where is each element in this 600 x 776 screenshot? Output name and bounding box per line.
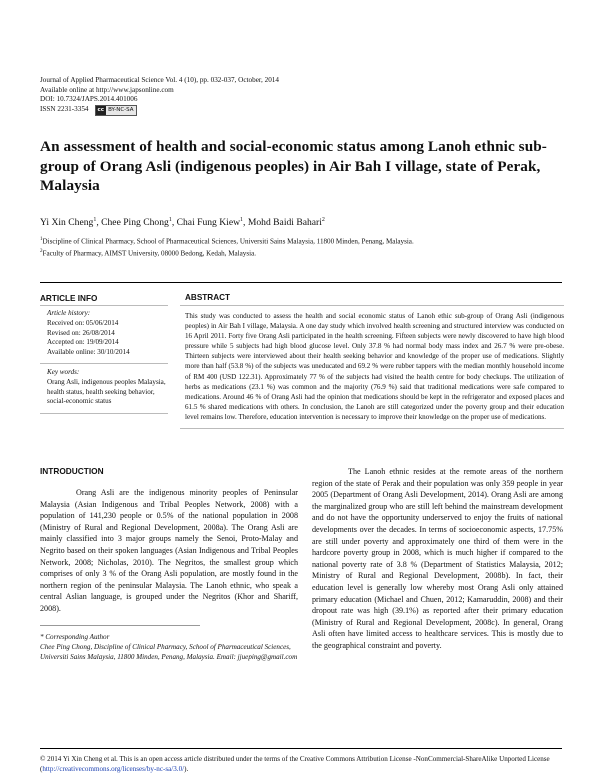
author-list (40, 217, 325, 228)
author-2: Chee Ping Chong$^1$, (101, 217, 177, 229)
received-date: Received on: 05/06/2014 (47, 318, 119, 327)
keywords-label: Key words: (47, 367, 80, 376)
affiliations (40, 235, 414, 259)
issn-row (40, 105, 279, 116)
introduction-heading: INTRODUCTION (40, 466, 104, 476)
license-statement (40, 755, 565, 774)
license-suffix: ). (184, 764, 189, 773)
article-info-heading: ARTICLE INFO (40, 294, 98, 303)
article-history (40, 306, 168, 364)
body-column-right (312, 466, 563, 652)
available-online-line: Available online at http://www.japsonline.com (40, 85, 174, 94)
license-divider (40, 748, 562, 749)
journal-header (40, 76, 279, 116)
author-1: Yi Xin Cheng$^1$, (40, 217, 102, 229)
affiliation-1: $^1$Discipline of Clinical Pharmacy, School of Pharmaceutical Sciences, Universiti Sains Malaysia, 11800 Minden, Penang, Malaysia. (40, 237, 414, 246)
history-label: Article history: (47, 309, 91, 317)
footnote-divider (40, 625, 200, 626)
divider (40, 282, 562, 283)
keywords-text: Orang Asli, indigenous peoples Malaysia, health status, health seeking behavior, social-economic status (47, 377, 166, 406)
abstract-text: This study was conducted to assess the health and social economic status of Lanoh ethic sub-group of Orang Asli (indigenous peoples) in Air Bah I village, Malaysia. A one day study which involved health screening and structured interview was conducted on 16 April 2011. Forty five Orang Asli participated in the health screening. Fifteen subjects were newly discovered to have high blood pressure while 5 subjects had high blood glucose level. Only 37.8 % had normal body mass index and 26.7 % were pre-obese. Thirteen subjects were interviewed about their health seeking behavior and knowledge of the proper use of medications. Slightly more than half (53.8 %) of the subjects was uneducated and 69.2 % were rubber tappers with the median monthly household income of RM 400 (USD 122.31). Approximately 77 % of the subjects had visited the health centre for body checkups. The utilization of herbs as medications (23.1 %) was common and the majority (76.9 %) said that traditional medications were safe compared to medications. Around 46 % of Orang Asli had the opinion that medications should be kept in the refrigerator and exposed places and 61.5 % shared medications with others. In conclusion, the Lanoh are still categorized under the poverty group and their education level remains low. Therefore, education intervention is necessary to improve their knowledge on the proper use of medications. (185, 312, 564, 421)
article-title: An assessment of health and social-economic status among Lanoh ethnic sub-group of Orang Asli (indigenous peoples) in Air Bah I village, state of Perak, Malaysia (40, 138, 547, 194)
abstract-heading: ABSTRACT (185, 293, 231, 302)
body-column-left (40, 487, 298, 615)
footnote-label: * Corresponding Author (40, 633, 110, 641)
doi-line: DOI: 10.7324/JAPS.2014.401006 (40, 95, 138, 104)
accepted-date: Accepted on: 19/09/2014 (47, 338, 119, 347)
cc-badge-terms: BY-NC-SA (108, 106, 134, 113)
revised-date: Revised on: 26/08/2014 (47, 328, 115, 337)
affiliation-2: $^2$Faculty of Pharmacy, AIMST University, 08000 Bedong, Kedah, Malaysia. (40, 248, 257, 258)
corresponding-author-footnote (40, 632, 298, 662)
available-date: Available online: 30/10/2014 (47, 348, 130, 357)
license-text: © 2014 Yi Xin Cheng et al. This is an open access article distributed under the terms of the Creative Commons Attribution License -NonCommercial-ShareAlike Unported License ( (40, 755, 550, 773)
keywords (40, 364, 168, 413)
footnote-text: Chee Ping Chong, Discipline of Clinical Pharmacy, School of Pharmaceutical Sciences, Universiti Sains Malaysia, 11800 Minden, Penang, Malaysia. Email: jjueping@gmail.com (40, 643, 298, 661)
author-3: Chai Fung Kiew$^1$, (176, 217, 248, 229)
article-info-box (40, 305, 168, 414)
abstract-box (180, 305, 564, 429)
intro-paragraph-1: Orang Asli are the indigenous minority peoples of Peninsular Malaysia (Asian Indigenous and Tribal Peoples Network, 2008) with a population of 141,230 people or 0.5% of the national population in 2008 (Ministry of Rural and Regional Development, 2008a). The Orang Asli are mainly classified into 3 major groups namely the Senoi, Proto-Malay and Negrito based on their spoken languages (Asian Indigenous and Tribal Peoples Network, 2008; Nicholas, 2010). The Negritos, the smallest group which comprises of only 3 % of the Orang Asli population, are mostly found in the northern region of the peninsular Malaysia. The Lanoh ethnic, who speak a central Aslian language, is grouped under the Negritos (Khor and Shariff, 2008). (40, 488, 298, 613)
issn-text: ISSN 2231-3354 (40, 105, 89, 114)
author-4: Mohd Baidi Bahari$^2$ (247, 217, 325, 229)
cc-license-badge-icon[interactable] (95, 105, 137, 116)
cc-badge-logo: cc (97, 106, 105, 113)
journal-line: Journal of Applied Pharmaceutical Science Vol. 4 (10), pp. 032-037, October, 2014 (40, 76, 279, 84)
license-link[interactable]: http://creativecommons.org/licenses/by-nc-sa/3.0/ (42, 764, 185, 773)
intro-paragraph-2: The Lanoh ethnic resides at the remote areas of the northern region of the state of Perak and their population was only 359 people in year 2005 (Department of Orang Asli Development, 2014). Orang Asli are among the marginalized group who are still left behind the mainstream development and do not have the opportunity underserved to enjoy the fruits of national developments over the decades. In terms of socioeconomic aspects, 17.75% are still under poverty and approximately one third of them were in the hardcore poverty group in 2008, which is much higher if compared to the national poverty rate of 3.8 % (Department of Statistics Malaysia, 2012; Ministry of Rural and Regional Development, 2008b). In fact, their education level is generally low whereby most Orang Asli only attained primary education (Michael and Chuen, 2012; Kamaruddin, 2008) and their dropout rate was high (39.1%) as reported after their primary education (Ministry of Rural and Regional Development, 2008c). In general, Orang Asli often have limited access to healthcare services. This is mostly due to the geographical constraint and poverty. (312, 467, 563, 650)
